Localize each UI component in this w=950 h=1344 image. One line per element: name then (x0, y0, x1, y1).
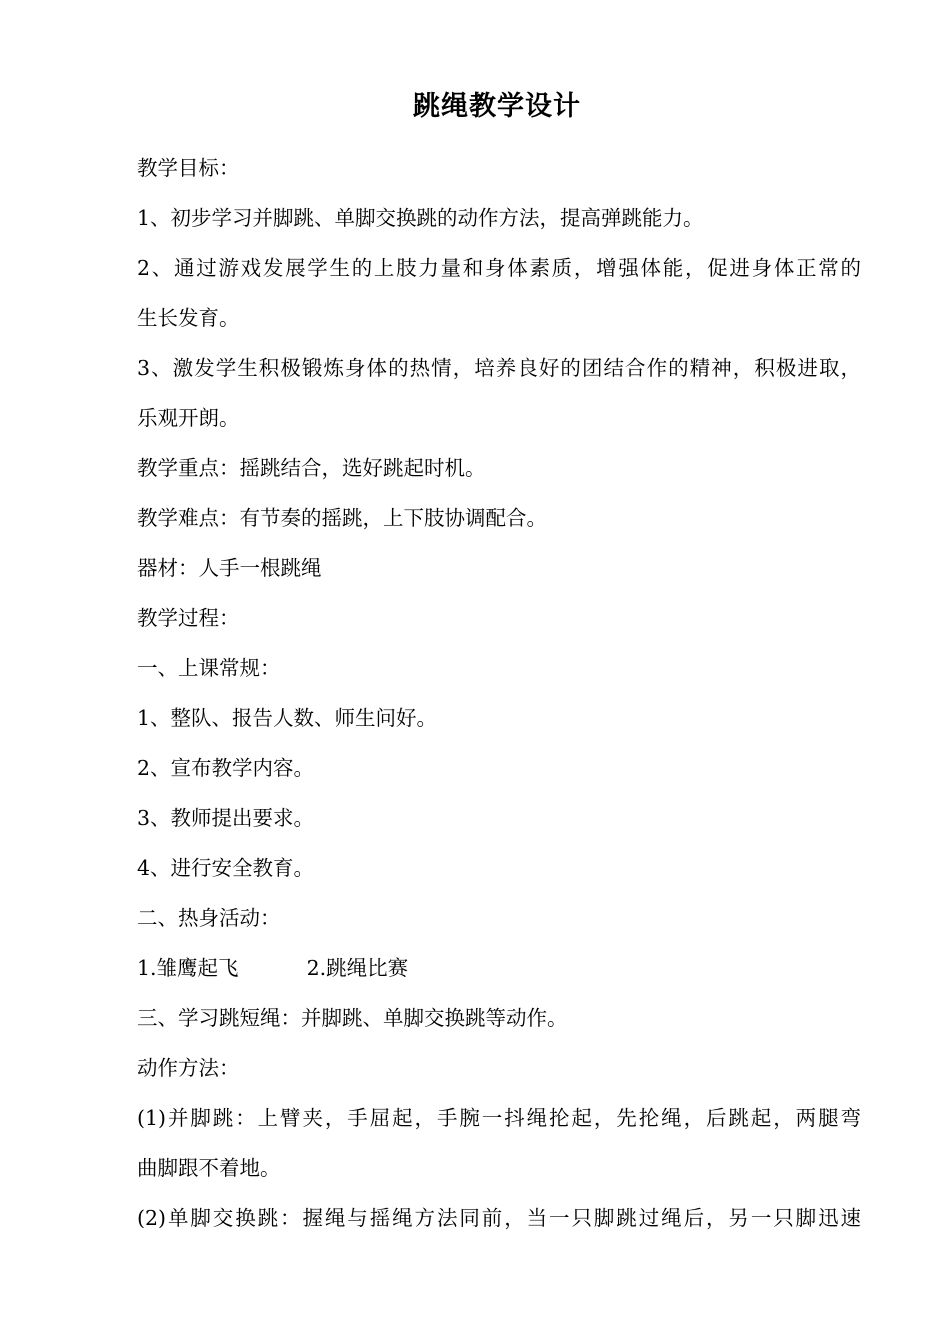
section-heading-process: 教学过程： (137, 606, 240, 630)
routine-item-3: 3、教师提出要求。 (137, 806, 315, 830)
method-1-line-2: 曲脚跟不着地。 (137, 1156, 281, 1180)
routine-item-1: 1、整队、报告人数、师生问好。 (137, 706, 438, 730)
objective-1: 1、初步学习并脚跳、单脚交换跳的动作方法，提高弹跳能力。 (137, 206, 704, 230)
objective-3-line-2: 乐观开朗。 (137, 406, 240, 430)
objective-2-line-1: 2、通过游戏发展学生的上肢力量和身体素质，增强体能，促进身体正常的 (137, 256, 861, 280)
method-2-line-1: (2)单脚交换跳：握绳与摇绳方法同前，当一只脚跳过绳后，另一只脚迅速 (137, 1206, 861, 1230)
warmup-items (137, 943, 861, 993)
key-points: 教学重点：摇跳结合，选好跳起时机。 (137, 456, 486, 480)
section-short-rope: 三、学习跳短绳：并脚跳、单脚交换跳等动作。 (137, 1006, 568, 1030)
document-title: 跳绳教学设计 (413, 91, 581, 122)
objective-3-line-1: 3、激发学生积极锻炼身体的热情，培养良好的团结合作的精神，积极进取， (137, 356, 861, 380)
routine-item-4: 4、进行安全教育。 (137, 856, 315, 880)
section-class-routine: 一、上课常规： (137, 656, 281, 680)
difficult-points: 教学难点：有节奏的摇跳，上下肢协调配合。 (137, 506, 547, 530)
warmup-item-2: 2.跳绳比赛 (306, 956, 409, 980)
section-method: 动作方法： (137, 1056, 240, 1080)
warmup-item-1: 1.雏鹰起飞 (137, 956, 239, 980)
method-1-line-1: (1)并脚跳：上臂夹，手屈起，手腕一抖绳抡起，先抡绳，后跳起，两腿弯 (137, 1106, 861, 1130)
equipment: 器材：人手一根跳绳 (137, 556, 322, 580)
section-warmup: 二、热身活动： (137, 906, 281, 930)
objective-2-line-2: 生长发育。 (137, 306, 240, 330)
routine-item-2: 2、宣布教学内容。 (137, 756, 315, 780)
document-body (137, 143, 861, 1243)
section-heading-objectives: 教学目标： (137, 156, 240, 180)
